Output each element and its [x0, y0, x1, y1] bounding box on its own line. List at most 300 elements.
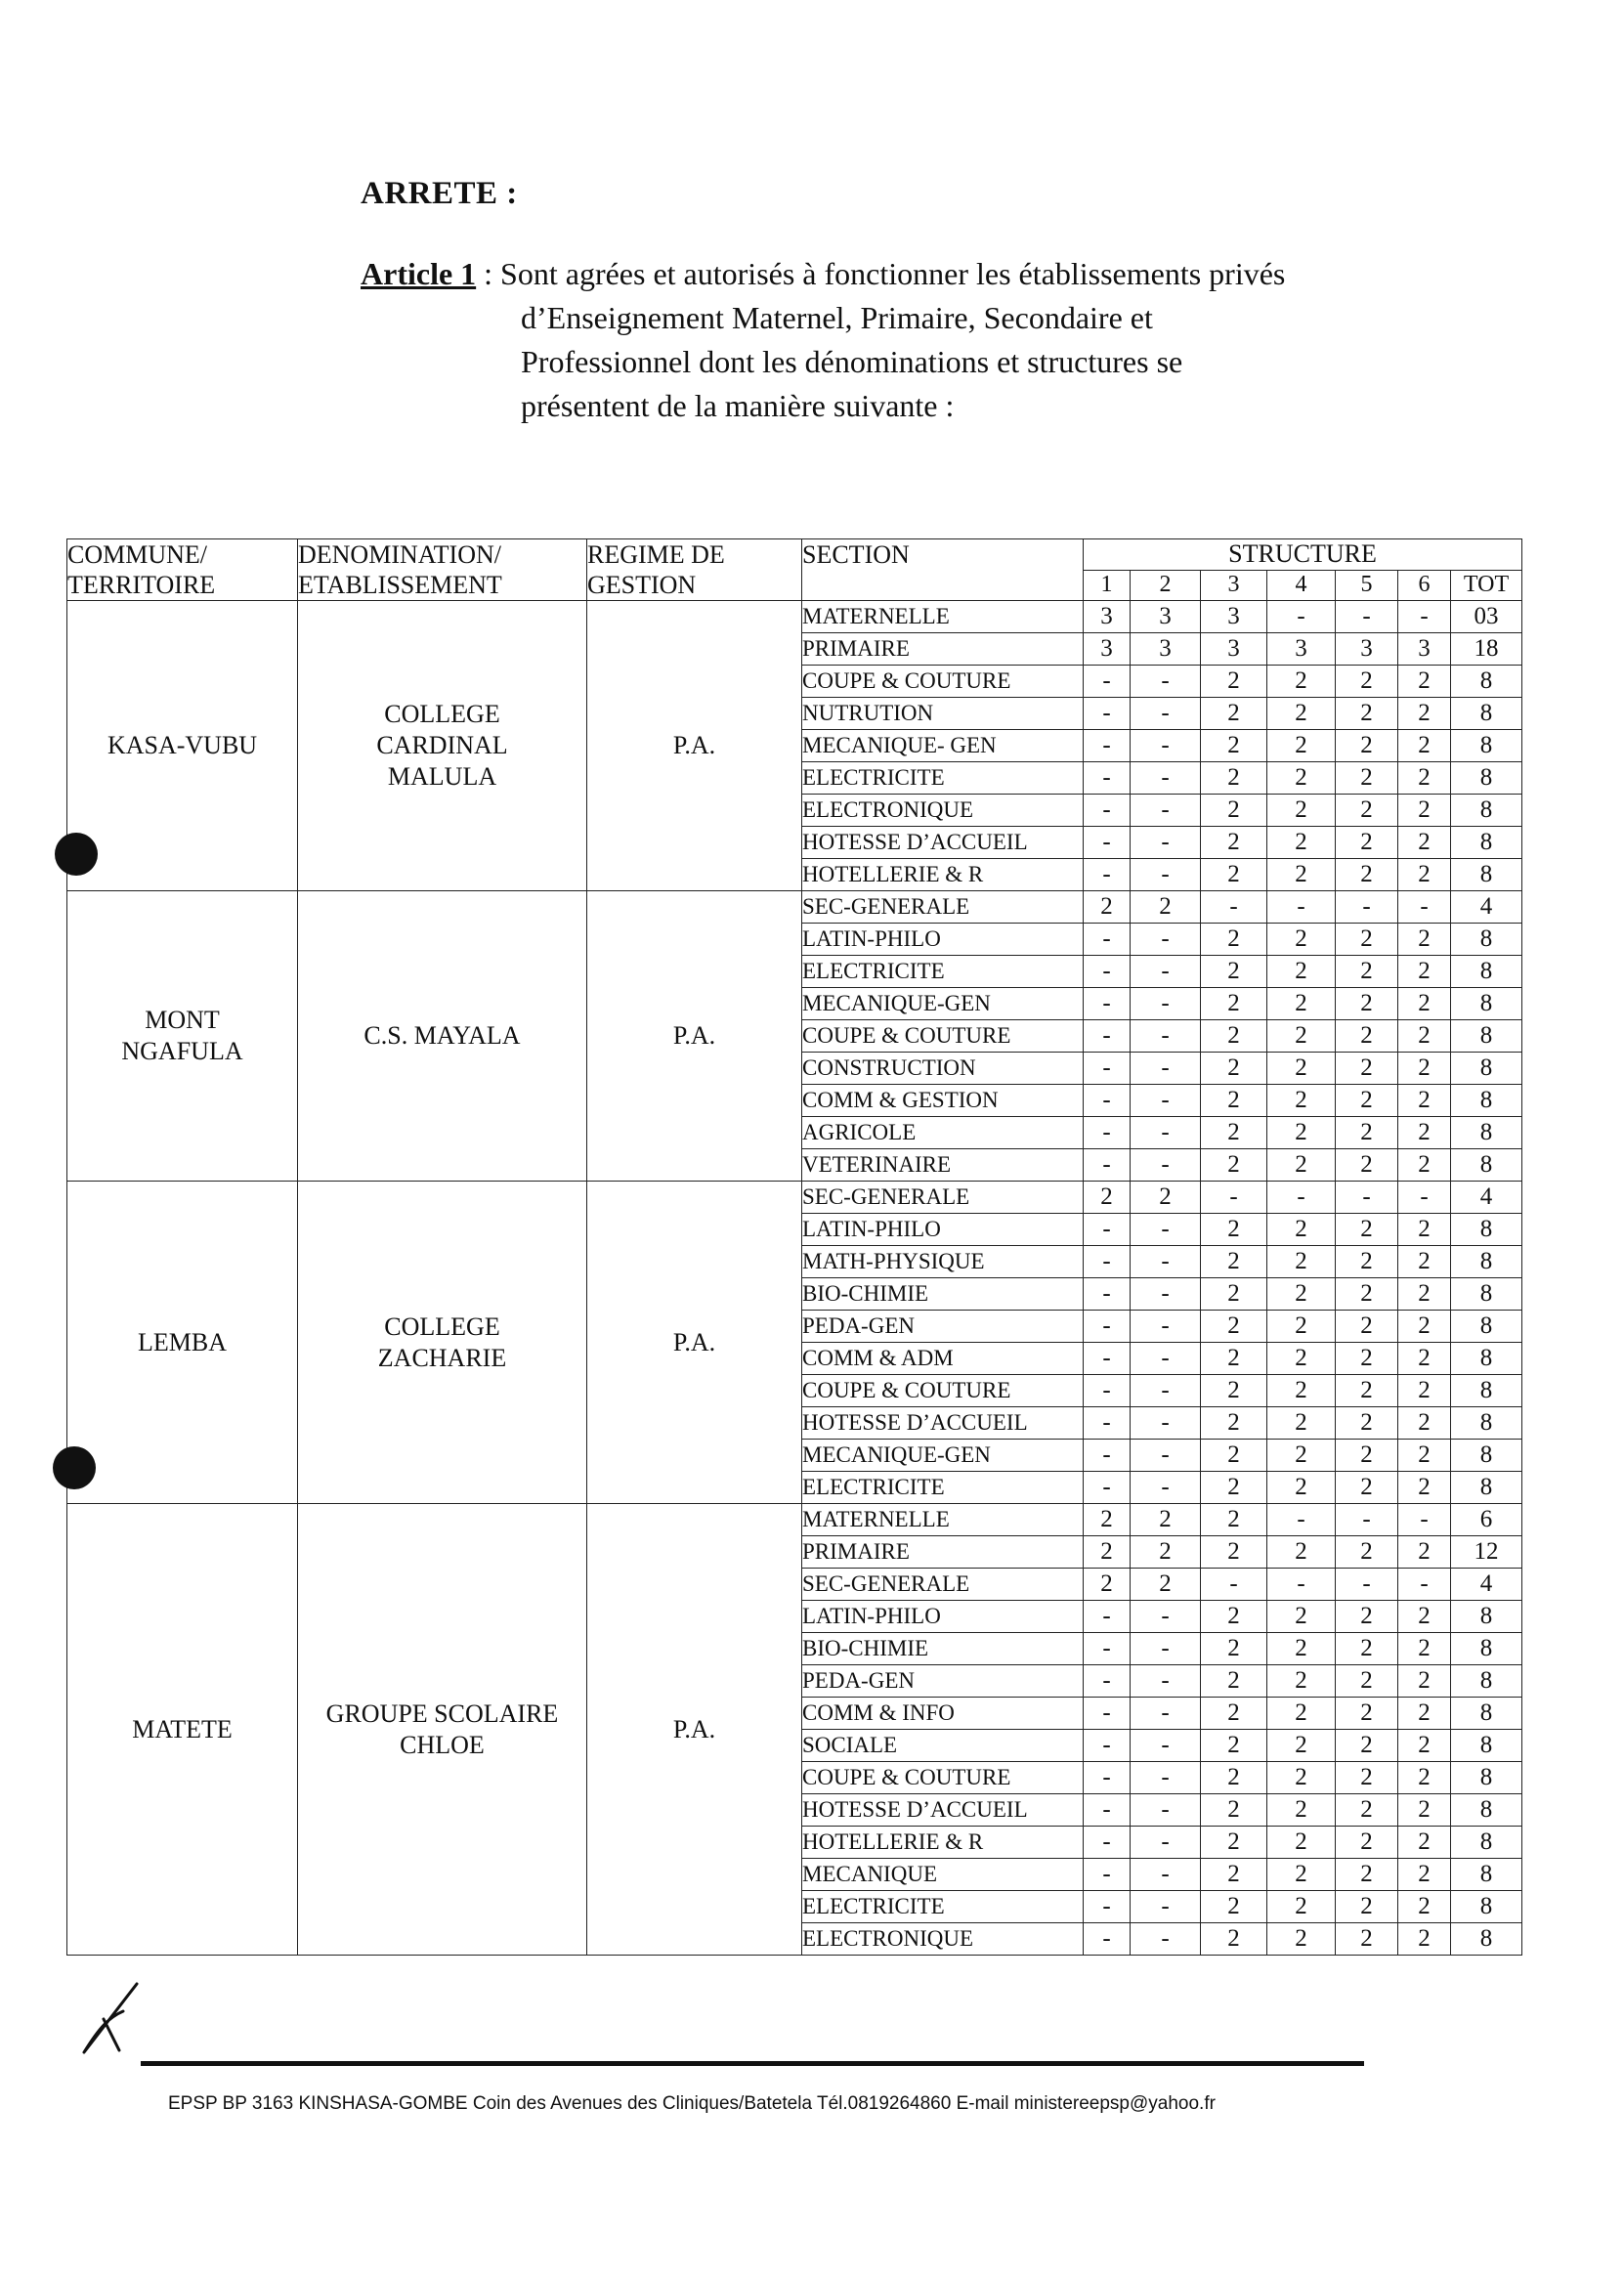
year-4-cell: 2 — [1267, 827, 1336, 859]
year-4-cell: 2 — [1267, 1085, 1336, 1117]
section-cell: MECANIQUE — [802, 1859, 1084, 1891]
article-line-4: présentent de la manière suivante : — [521, 388, 955, 423]
year-2-cell: - — [1131, 1665, 1201, 1698]
year-1-cell: - — [1084, 859, 1131, 891]
year-5-cell: 2 — [1336, 1730, 1398, 1762]
year-4-cell: 2 — [1267, 1762, 1336, 1794]
etablissement-cell — [298, 601, 587, 891]
section-cell: PRIMAIRE — [802, 633, 1084, 666]
year-4-cell: 2 — [1267, 1665, 1336, 1698]
year-3-cell: 2 — [1201, 698, 1267, 730]
year-1-cell: 2 — [1084, 1536, 1131, 1569]
year-3-cell: 2 — [1201, 1343, 1267, 1375]
year-6-cell: 2 — [1398, 1891, 1451, 1923]
year-1-cell: - — [1084, 1343, 1131, 1375]
year-5-cell: 2 — [1336, 1375, 1398, 1407]
section-cell: SEC-GENERALE — [802, 1569, 1084, 1601]
year-3-cell: 2 — [1201, 1504, 1267, 1536]
year-3-cell: 2 — [1201, 1311, 1267, 1343]
year-4-cell: - — [1267, 891, 1336, 924]
year-5-cell: 2 — [1336, 988, 1398, 1020]
year-5-cell: 2 — [1336, 1698, 1398, 1730]
year-1-cell: - — [1084, 1149, 1131, 1182]
year-5-cell: 2 — [1336, 1536, 1398, 1569]
year-2-cell: - — [1131, 1149, 1201, 1182]
table-body — [67, 601, 1522, 1956]
year-4-cell: 2 — [1267, 1214, 1336, 1246]
year-2-cell: - — [1131, 1891, 1201, 1923]
total-cell: 8 — [1451, 762, 1522, 795]
year-4-cell: 2 — [1267, 1440, 1336, 1472]
punch-hole-top — [55, 833, 98, 876]
year-1-cell: - — [1084, 698, 1131, 730]
header-commune: COMMUNE/ TERRITOIRE — [67, 539, 298, 601]
total-cell: 8 — [1451, 827, 1522, 859]
year-5-cell: - — [1336, 1504, 1398, 1536]
etablissement-name-line: COLLEGE — [384, 1312, 500, 1341]
commune-cell — [67, 1182, 298, 1504]
section-cell: SEC-GENERALE — [802, 1182, 1084, 1214]
year-4-cell: 2 — [1267, 1311, 1336, 1343]
total-cell: 8 — [1451, 666, 1522, 698]
year-4-cell: 2 — [1267, 1407, 1336, 1440]
year-1-cell: - — [1084, 1407, 1131, 1440]
schools-structure-table — [66, 538, 1522, 1956]
section-cell: COMM & ADM — [802, 1343, 1084, 1375]
total-cell: 8 — [1451, 1343, 1522, 1375]
year-6-cell: 2 — [1398, 1149, 1451, 1182]
year-2-cell: - — [1131, 988, 1201, 1020]
year-2-cell: 2 — [1131, 1536, 1201, 1569]
total-cell: 8 — [1451, 1440, 1522, 1472]
year-4-cell: 2 — [1267, 698, 1336, 730]
year-5-cell: 2 — [1336, 1278, 1398, 1311]
year-3-cell: 2 — [1201, 1117, 1267, 1149]
year-4-cell: - — [1267, 601, 1336, 633]
year-6-cell: 2 — [1398, 795, 1451, 827]
year-5-cell: 2 — [1336, 1311, 1398, 1343]
year-2-cell: - — [1131, 1762, 1201, 1794]
commune-name-line: KASA-VUBU — [107, 731, 258, 759]
total-cell: 18 — [1451, 633, 1522, 666]
year-6-cell: 2 — [1398, 1053, 1451, 1085]
year-3-cell: 3 — [1201, 601, 1267, 633]
year-6-cell: - — [1398, 1182, 1451, 1214]
year-4-cell: - — [1267, 1504, 1336, 1536]
commune-name-line: NGAFULA — [121, 1037, 243, 1065]
total-cell: 8 — [1451, 1730, 1522, 1762]
year-1-cell: - — [1084, 1246, 1131, 1278]
year-2-cell: - — [1131, 666, 1201, 698]
year-5-cell: 2 — [1336, 1117, 1398, 1149]
total-cell: 8 — [1451, 1762, 1522, 1794]
year-1-cell: 3 — [1084, 633, 1131, 666]
section-cell: MATERNELLE — [802, 601, 1084, 633]
regime-cell: P.A. — [587, 1504, 802, 1956]
section-cell: COMM & GESTION — [802, 1085, 1084, 1117]
section-cell: COUPE & COUTURE — [802, 666, 1084, 698]
year-5-cell: 2 — [1336, 698, 1398, 730]
total-cell: 8 — [1451, 1311, 1522, 1343]
year-6-cell: 2 — [1398, 1859, 1451, 1891]
regime-cell: P.A. — [587, 1182, 802, 1504]
total-cell: 8 — [1451, 1472, 1522, 1504]
year-3-cell: 2 — [1201, 1891, 1267, 1923]
table-row — [67, 1504, 1522, 1536]
year-3-cell: 2 — [1201, 1440, 1267, 1472]
year-2-cell: - — [1131, 1343, 1201, 1375]
year-4-cell: 2 — [1267, 1536, 1336, 1569]
year-6-cell: 2 — [1398, 1375, 1451, 1407]
commune-cell — [67, 1504, 298, 1956]
total-cell: 6 — [1451, 1504, 1522, 1536]
year-1-cell: - — [1084, 1472, 1131, 1504]
section-cell: MECANIQUE- GEN — [802, 730, 1084, 762]
year-1-cell: - — [1084, 1891, 1131, 1923]
year-4-cell: - — [1267, 1182, 1336, 1214]
section-cell: ELECTRICITE — [802, 762, 1084, 795]
section-cell: ELECTRICITE — [802, 956, 1084, 988]
section-cell: SOCIALE — [802, 1730, 1084, 1762]
year-3-cell: 2 — [1201, 1601, 1267, 1633]
year-2-cell: - — [1131, 1794, 1201, 1827]
section-cell: MATERNELLE — [802, 1504, 1084, 1536]
section-cell: COUPE & COUTURE — [802, 1020, 1084, 1053]
year-5-cell: 2 — [1336, 1859, 1398, 1891]
total-cell: 8 — [1451, 698, 1522, 730]
header-total: TOT — [1451, 570, 1522, 601]
header-denomination: DENOMINATION/ ETABLISSEMENT — [298, 539, 587, 601]
year-2-cell: - — [1131, 1923, 1201, 1956]
year-6-cell: 2 — [1398, 1536, 1451, 1569]
year-1-cell: - — [1084, 1311, 1131, 1343]
total-cell: 8 — [1451, 1020, 1522, 1053]
year-6-cell: 2 — [1398, 1698, 1451, 1730]
year-4-cell: 3 — [1267, 633, 1336, 666]
commune-cell — [67, 891, 298, 1182]
year-3-cell: 2 — [1201, 730, 1267, 762]
section-cell: PEDA-GEN — [802, 1665, 1084, 1698]
etablissement-cell — [298, 891, 587, 1182]
year-2-cell: - — [1131, 1214, 1201, 1246]
total-cell: 8 — [1451, 956, 1522, 988]
section-cell: HOTELLERIE & R — [802, 1827, 1084, 1859]
year-6-cell: 2 — [1398, 1440, 1451, 1472]
year-5-cell: - — [1336, 601, 1398, 633]
section-cell: MECANIQUE-GEN — [802, 988, 1084, 1020]
table-row — [67, 1182, 1522, 1214]
year-1-cell: - — [1084, 730, 1131, 762]
year-2-cell: - — [1131, 1117, 1201, 1149]
year-6-cell: 2 — [1398, 1407, 1451, 1440]
year-3-cell: 2 — [1201, 666, 1267, 698]
year-3-cell: 2 — [1201, 1536, 1267, 1569]
table-row — [67, 891, 1522, 924]
year-4-cell: 2 — [1267, 1246, 1336, 1278]
year-3-cell: 2 — [1201, 1020, 1267, 1053]
year-6-cell: 2 — [1398, 956, 1451, 988]
year-6-cell: 2 — [1398, 1278, 1451, 1311]
year-5-cell: 2 — [1336, 1827, 1398, 1859]
commune-name-line: MONT — [145, 1006, 220, 1034]
article-line-2: d’Enseignement Maternel, Primaire, Secondaire et — [521, 300, 1153, 335]
year-5-cell: 2 — [1336, 827, 1398, 859]
total-cell: 8 — [1451, 1117, 1522, 1149]
section-cell: ELECTRONIQUE — [802, 1923, 1084, 1956]
year-2-cell: - — [1131, 956, 1201, 988]
section-cell: PRIMAIRE — [802, 1536, 1084, 1569]
year-1-cell: - — [1084, 1665, 1131, 1698]
year-4-cell: 2 — [1267, 795, 1336, 827]
commune-cell — [67, 601, 298, 891]
section-cell: PEDA-GEN — [802, 1311, 1084, 1343]
year-2-cell: - — [1131, 1633, 1201, 1665]
year-6-cell: 2 — [1398, 1085, 1451, 1117]
etablissement-cell — [298, 1504, 587, 1956]
year-5-cell: 2 — [1336, 1149, 1398, 1182]
year-1-cell: 2 — [1084, 1569, 1131, 1601]
year-4-cell: 2 — [1267, 1794, 1336, 1827]
year-5-cell: 2 — [1336, 1601, 1398, 1633]
etablissement-name-line: MALULA — [387, 762, 497, 791]
etablissement-cell — [298, 1182, 587, 1504]
total-cell: 8 — [1451, 988, 1522, 1020]
year-5-cell: 2 — [1336, 924, 1398, 956]
year-1-cell: 3 — [1084, 601, 1131, 633]
year-1-cell: - — [1084, 924, 1131, 956]
year-6-cell: 2 — [1398, 1311, 1451, 1343]
total-cell: 8 — [1451, 1375, 1522, 1407]
year-5-cell: 2 — [1336, 730, 1398, 762]
year-6-cell: 2 — [1398, 762, 1451, 795]
year-4-cell: - — [1267, 1569, 1336, 1601]
year-5-cell: 3 — [1336, 633, 1398, 666]
year-3-cell: - — [1201, 1182, 1267, 1214]
year-3-cell: 2 — [1201, 1859, 1267, 1891]
section-cell: HOTELLERIE & R — [802, 859, 1084, 891]
total-cell: 03 — [1451, 601, 1522, 633]
year-5-cell: 2 — [1336, 762, 1398, 795]
year-1-cell: - — [1084, 1762, 1131, 1794]
article-separator: : — [476, 256, 501, 291]
year-5-cell: 2 — [1336, 1472, 1398, 1504]
year-2-cell: - — [1131, 1730, 1201, 1762]
year-6-cell: 2 — [1398, 1214, 1451, 1246]
year-3-cell: 2 — [1201, 1085, 1267, 1117]
year-5-cell: 2 — [1336, 1891, 1398, 1923]
section-cell: COUPE & COUTURE — [802, 1762, 1084, 1794]
year-1-cell: - — [1084, 1601, 1131, 1633]
year-3-cell: 2 — [1201, 1762, 1267, 1794]
year-3-cell: 2 — [1201, 1827, 1267, 1859]
year-3-cell: 2 — [1201, 1407, 1267, 1440]
year-6-cell: - — [1398, 601, 1451, 633]
year-6-cell: 2 — [1398, 1601, 1451, 1633]
year-2-cell: - — [1131, 1407, 1201, 1440]
year-1-cell: 2 — [1084, 891, 1131, 924]
year-5-cell: 2 — [1336, 1440, 1398, 1472]
total-cell: 8 — [1451, 1214, 1522, 1246]
article-line-3: Professionnel dont les dénominations et structures se — [521, 344, 1183, 379]
year-6-cell: 2 — [1398, 1246, 1451, 1278]
year-2-cell: 2 — [1131, 1569, 1201, 1601]
year-5-cell: 2 — [1336, 1085, 1398, 1117]
year-6-cell: 2 — [1398, 1762, 1451, 1794]
year-1-cell: - — [1084, 666, 1131, 698]
year-4-cell: 2 — [1267, 859, 1336, 891]
year-2-cell: - — [1131, 1472, 1201, 1504]
section-cell: MECANIQUE-GEN — [802, 1440, 1084, 1472]
punch-hole-bottom — [53, 1446, 96, 1489]
section-cell: SEC-GENERALE — [802, 891, 1084, 924]
table-header-row — [67, 539, 1522, 571]
year-4-cell: 2 — [1267, 1891, 1336, 1923]
year-2-cell: - — [1131, 1698, 1201, 1730]
total-cell: 8 — [1451, 1085, 1522, 1117]
year-6-cell: 2 — [1398, 1794, 1451, 1827]
year-6-cell: 2 — [1398, 1472, 1451, 1504]
header-regime: REGIME DE GESTION — [587, 539, 802, 601]
signature-mark — [80, 1978, 149, 2056]
section-cell: LATIN-PHILO — [802, 924, 1084, 956]
year-2-cell: 2 — [1131, 891, 1201, 924]
year-2-cell: - — [1131, 827, 1201, 859]
year-6-cell: 2 — [1398, 1633, 1451, 1665]
year-1-cell: - — [1084, 988, 1131, 1020]
section-cell: LATIN-PHILO — [802, 1601, 1084, 1633]
year-1-cell: - — [1084, 1375, 1131, 1407]
year-5-cell: - — [1336, 1182, 1398, 1214]
year-6-cell: - — [1398, 1504, 1451, 1536]
year-6-cell: 2 — [1398, 859, 1451, 891]
year-1-cell: 2 — [1084, 1504, 1131, 1536]
year-6-cell: 2 — [1398, 666, 1451, 698]
year-5-cell: 2 — [1336, 1923, 1398, 1956]
year-1-cell: - — [1084, 1117, 1131, 1149]
etablissement-name-line: C.S. MAYALA — [363, 1021, 521, 1050]
year-5-cell: 2 — [1336, 1794, 1398, 1827]
header-structure: STRUCTURE — [1084, 539, 1522, 571]
section-cell: CONSTRUCTION — [802, 1053, 1084, 1085]
year-1-cell: - — [1084, 1923, 1131, 1956]
year-1-cell: - — [1084, 1698, 1131, 1730]
year-6-cell: 2 — [1398, 1827, 1451, 1859]
year-3-cell: 2 — [1201, 1246, 1267, 1278]
year-3-cell: 2 — [1201, 924, 1267, 956]
decree-heading: ARRETE : — [361, 176, 518, 211]
header-year-4: 4 — [1267, 570, 1336, 601]
section-cell: COMM & INFO — [802, 1698, 1084, 1730]
year-3-cell: 2 — [1201, 1375, 1267, 1407]
year-4-cell: 2 — [1267, 762, 1336, 795]
year-1-cell: - — [1084, 762, 1131, 795]
year-2-cell: - — [1131, 762, 1201, 795]
year-6-cell: 2 — [1398, 1020, 1451, 1053]
year-3-cell: - — [1201, 1569, 1267, 1601]
year-1-cell: - — [1084, 1085, 1131, 1117]
year-2-cell: - — [1131, 795, 1201, 827]
section-cell: ELECTRONIQUE — [802, 795, 1084, 827]
year-2-cell: - — [1131, 730, 1201, 762]
year-4-cell: 2 — [1267, 988, 1336, 1020]
section-cell: ELECTRICITE — [802, 1472, 1084, 1504]
year-5-cell: - — [1336, 1569, 1398, 1601]
section-cell: HOTESSE D’ACCUEIL — [802, 1407, 1084, 1440]
section-cell: MATH-PHYSIQUE — [802, 1246, 1084, 1278]
total-cell: 8 — [1451, 1246, 1522, 1278]
year-2-cell: - — [1131, 1085, 1201, 1117]
year-2-cell: - — [1131, 1020, 1201, 1053]
section-cell: AGRICOLE — [802, 1117, 1084, 1149]
article-line-1: Sont agrées et autorisés à fonctionner les établissements privés — [500, 256, 1286, 291]
year-4-cell: 2 — [1267, 1730, 1336, 1762]
year-3-cell: - — [1201, 891, 1267, 924]
year-2-cell: 2 — [1131, 1182, 1201, 1214]
year-1-cell: - — [1084, 827, 1131, 859]
year-4-cell: 2 — [1267, 956, 1336, 988]
year-4-cell: 2 — [1267, 1343, 1336, 1375]
year-1-cell: - — [1084, 1827, 1131, 1859]
total-cell: 4 — [1451, 1569, 1522, 1601]
footer-address: EPSP BP 3163 KINSHASA-GOMBE Coin des Avenues des Cliniques/Batetela Tél.0819264860 E-mail ministereepsp@yahoo.fr — [168, 2093, 1216, 2114]
year-6-cell: 2 — [1398, 1730, 1451, 1762]
etablissement-name-line: GROUPE SCOLAIRE — [325, 1699, 559, 1728]
year-1-cell: - — [1084, 1440, 1131, 1472]
year-4-cell: 2 — [1267, 1633, 1336, 1665]
year-6-cell: 2 — [1398, 1923, 1451, 1956]
year-2-cell: - — [1131, 1278, 1201, 1311]
section-cell: BIO-CHIMIE — [802, 1278, 1084, 1311]
total-cell: 8 — [1451, 1633, 1522, 1665]
total-cell: 8 — [1451, 1827, 1522, 1859]
header-year-5: 5 — [1336, 570, 1398, 601]
year-2-cell: - — [1131, 1440, 1201, 1472]
year-5-cell: 2 — [1336, 1665, 1398, 1698]
section-cell: HOTESSE D’ACCUEIL — [802, 827, 1084, 859]
year-3-cell: 2 — [1201, 827, 1267, 859]
year-6-cell: 2 — [1398, 1665, 1451, 1698]
total-cell: 4 — [1451, 1182, 1522, 1214]
year-5-cell: 2 — [1336, 1246, 1398, 1278]
year-5-cell: 2 — [1336, 1214, 1398, 1246]
year-6-cell: 2 — [1398, 924, 1451, 956]
year-5-cell: 2 — [1336, 1343, 1398, 1375]
header-year-6: 6 — [1398, 570, 1451, 601]
article-1 — [361, 252, 1465, 428]
year-5-cell: 2 — [1336, 1407, 1398, 1440]
year-3-cell: 2 — [1201, 859, 1267, 891]
year-2-cell: - — [1131, 859, 1201, 891]
year-5-cell: 2 — [1336, 666, 1398, 698]
table-row — [67, 601, 1522, 633]
year-5-cell: 2 — [1336, 956, 1398, 988]
year-4-cell: 2 — [1267, 1923, 1336, 1956]
footer-rule — [141, 2061, 1364, 2066]
year-4-cell: 2 — [1267, 666, 1336, 698]
year-2-cell: - — [1131, 1311, 1201, 1343]
year-4-cell: 2 — [1267, 1859, 1336, 1891]
header-section: SECTION — [802, 539, 1084, 601]
year-2-cell: - — [1131, 1827, 1201, 1859]
year-1-cell: - — [1084, 1020, 1131, 1053]
year-1-cell: - — [1084, 1730, 1131, 1762]
year-6-cell: 2 — [1398, 1343, 1451, 1375]
etablissement-name-line: ZACHARIE — [377, 1343, 507, 1372]
year-5-cell: 2 — [1336, 1020, 1398, 1053]
year-5-cell: - — [1336, 891, 1398, 924]
year-4-cell: 2 — [1267, 1472, 1336, 1504]
year-4-cell: 2 — [1267, 924, 1336, 956]
